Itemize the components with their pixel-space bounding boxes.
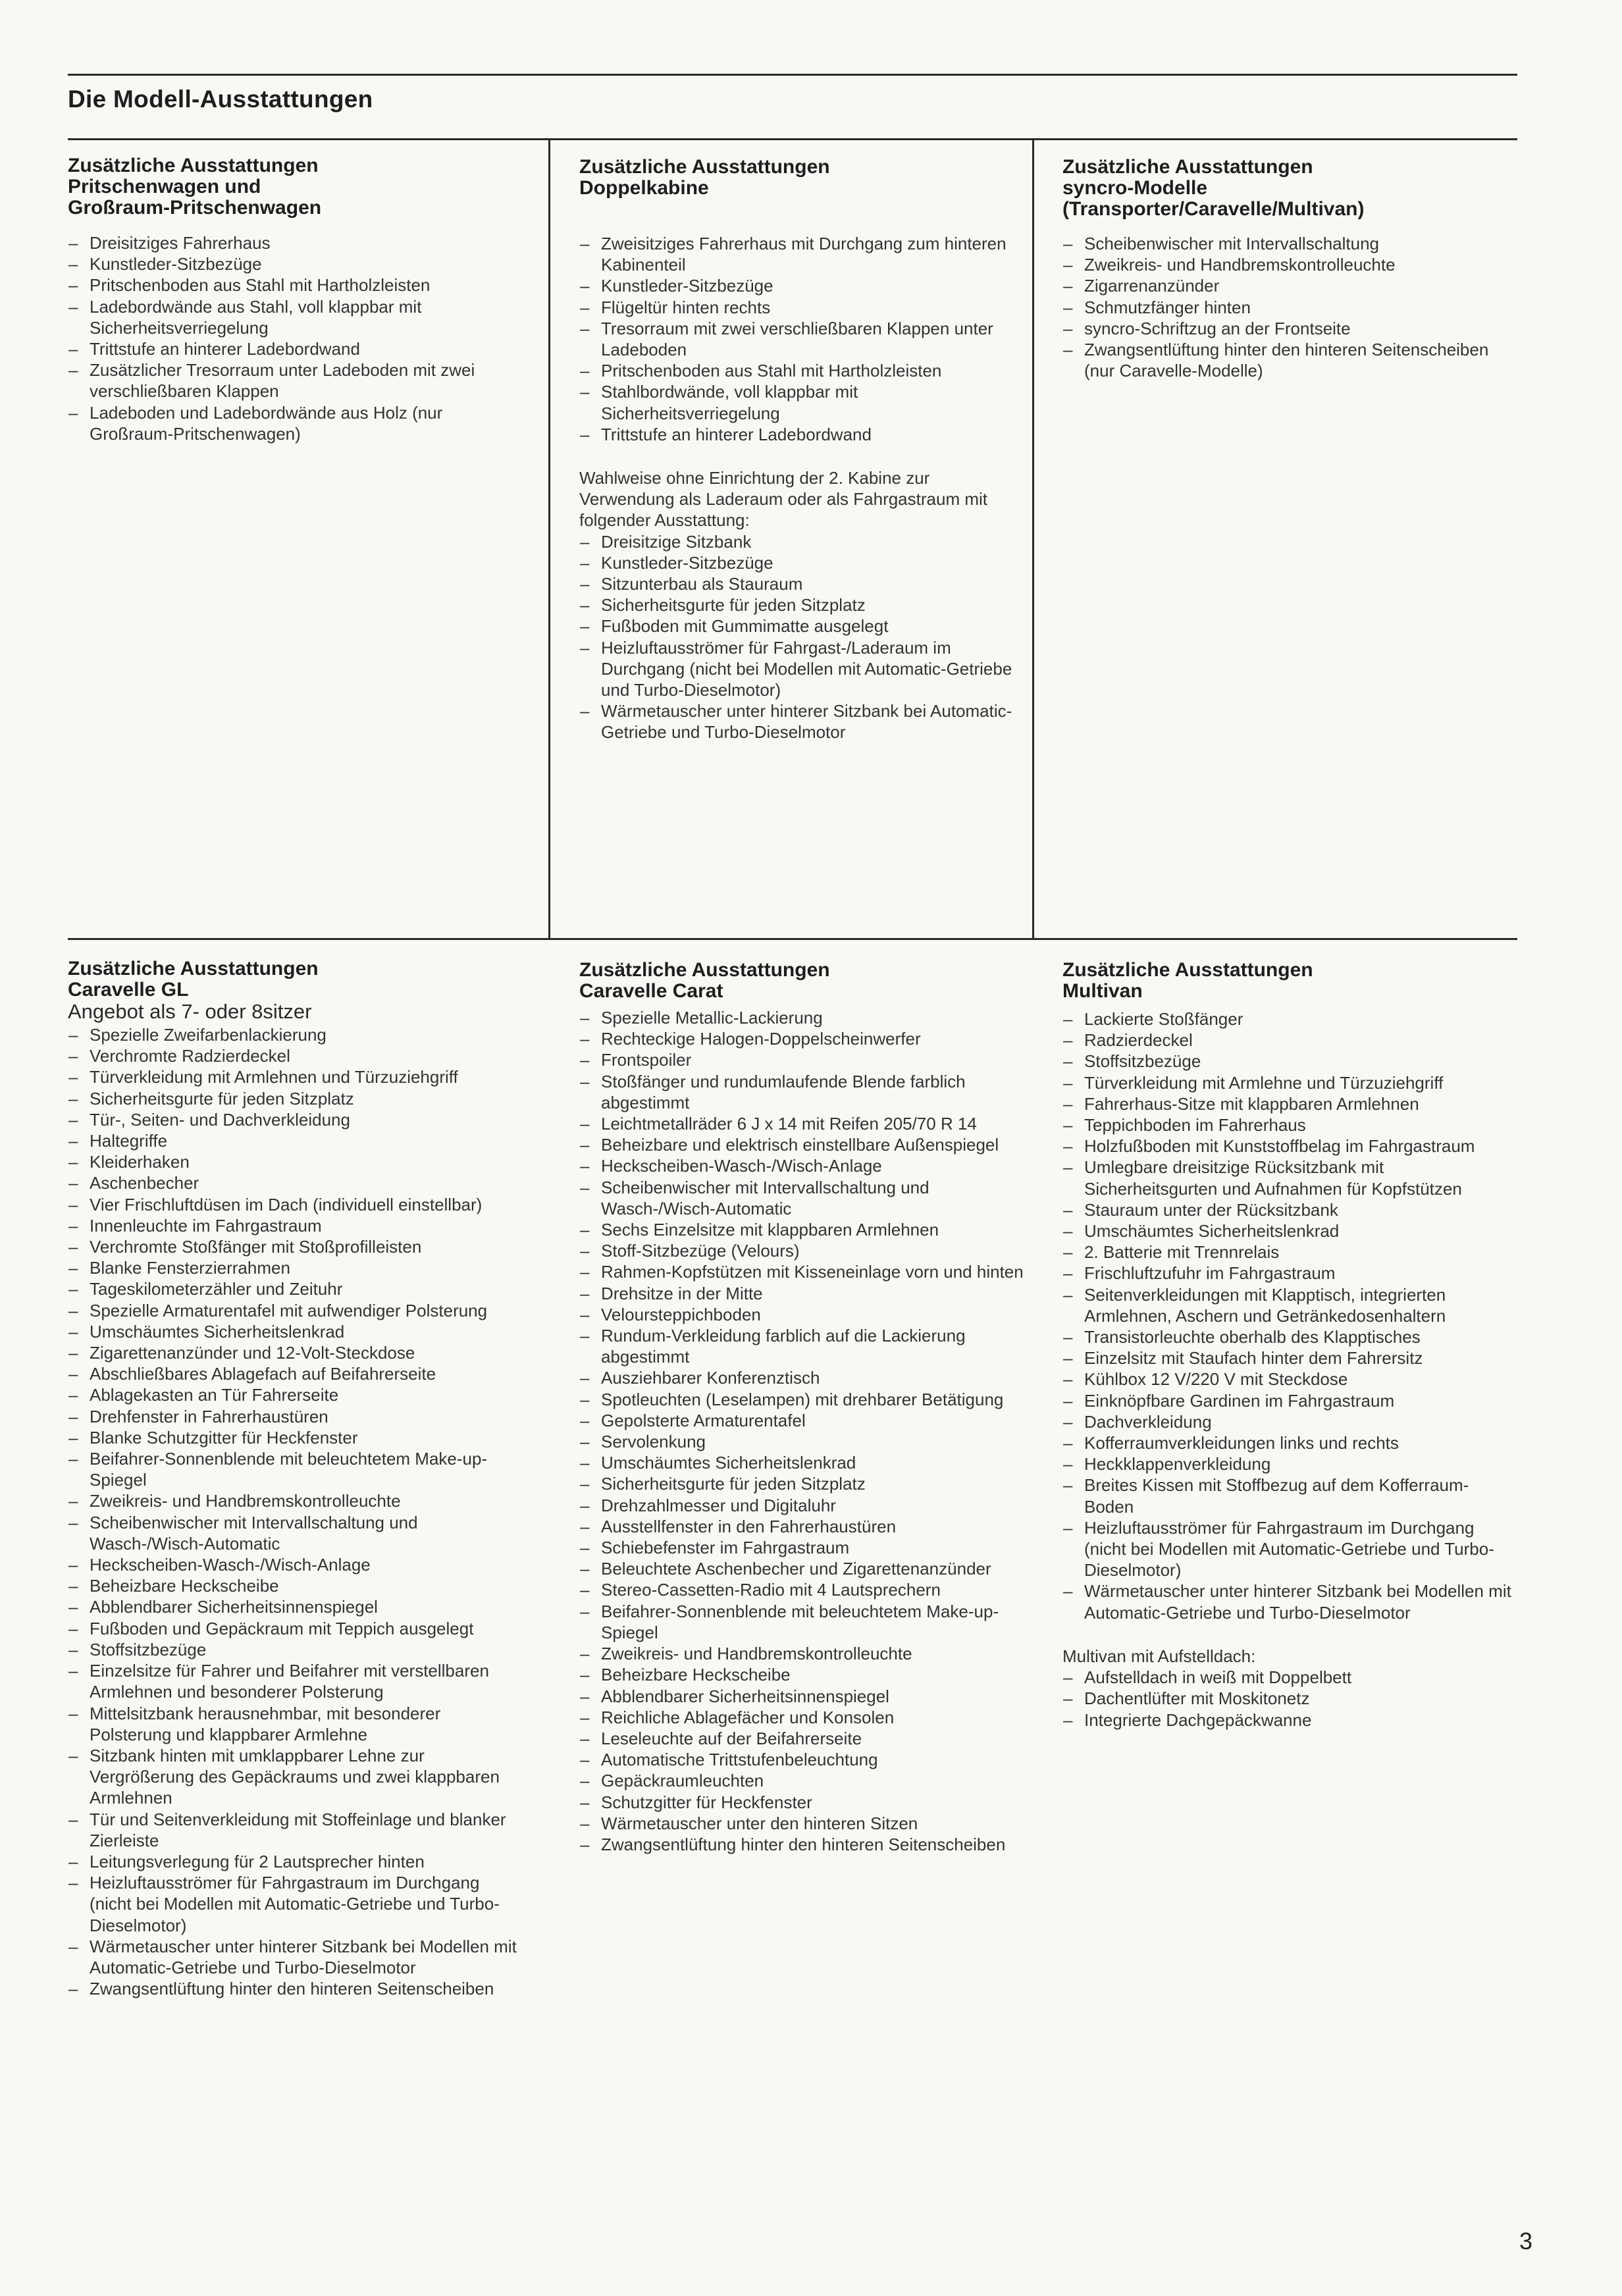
row-divider xyxy=(68,938,1517,940)
list-item: – Zigarettenanzünder und 12-Volt-Steckdose xyxy=(68,1342,522,1363)
list-item: – Zwangsentlüftung hinter den hinteren Seitenscheiben (nur Caravelle-Modelle) xyxy=(1062,339,1517,381)
list-item: – Servolenkung xyxy=(579,1431,1033,1452)
section-title: Zusätzliche Ausstattungen Multivan xyxy=(1062,959,1313,1002)
list-item: – Verchromte Radzierdeckel xyxy=(68,1045,522,1066)
list-item: – Fahrerhaus-Sitze mit klappbaren Armlehnen xyxy=(1062,1093,1517,1114)
list-item: – Aufstelldach in weiß mit Doppelbett xyxy=(1062,1667,1517,1688)
equipment-list xyxy=(68,1024,522,1999)
list-item: – Heckklappenverkleidung xyxy=(1062,1453,1517,1474)
list-item: – Verchromte Stoßfänger mit Stoßprofilleisten xyxy=(68,1236,522,1257)
list-item: – Kleiderhaken xyxy=(68,1151,522,1172)
list-item: – Leitungsverlegung für 2 Lautsprecher hinten xyxy=(68,1851,522,1872)
list-item: – Dreisitziges Fahrerhaus xyxy=(68,232,522,253)
list-item: – Innenleuchte im Fahrgastraum xyxy=(68,1215,522,1236)
list-item: – Beifahrer-Sonnenblende mit beleuchtetem Make-up-Spiegel xyxy=(579,1601,1033,1643)
list-item: – Ausstellfenster in den Fahrerhaustüren xyxy=(579,1516,1033,1537)
list-item: – Beheizbare Heckscheibe xyxy=(579,1664,1033,1685)
list-item: – Stoff-Sitzbezüge (Velours) xyxy=(579,1240,1033,1261)
list-item: – Spezielle Metallic-Lackierung xyxy=(579,1007,1033,1028)
list-item: – 2. Batterie mit Trennrelais xyxy=(1062,1241,1517,1263)
list-item: – Reichliche Ablagefächer und Konsolen xyxy=(579,1707,1033,1728)
list-item: – Kunstleder-Sitzbezüge xyxy=(68,253,522,274)
option-note: Wahlweise ohne Einrichtung der 2. Kabine zur Verwendung als Laderaum oder als Fahrgastraum mit folgender Ausstattung: xyxy=(579,468,987,531)
list-item: – Wärmetauscher unter den hinteren Sitzen xyxy=(579,1813,1033,1834)
list-item: – Teppichboden im Fahrerhaus xyxy=(1062,1114,1517,1135)
list-item: – Zweikreis- und Handbremskontrolleuchte xyxy=(68,1490,522,1511)
list-item: – Dreisitzige Sitzbank xyxy=(579,531,1033,552)
list-item: – Trittstufe an hinterer Ladebordwand xyxy=(579,424,1033,445)
list-item: – Dachverkleidung xyxy=(1062,1411,1517,1432)
list-item: – Spotleuchten (Leselampen) mit drehbarer Betätigung xyxy=(579,1389,1033,1410)
list-item: – Rechteckige Halogen-Doppelscheinwerfer xyxy=(579,1028,1033,1049)
list-item: – Zwangsentlüftung hinter den hinteren Seitenscheiben xyxy=(68,1978,522,1999)
list-item: – Heckscheiben-Wasch-/Wisch-Anlage xyxy=(68,1554,522,1575)
list-item: – Blanke Schutzgitter für Heckfenster xyxy=(68,1427,522,1448)
list-item: – Veloursteppichboden xyxy=(579,1304,1033,1325)
section-caravelle-carat xyxy=(579,960,1033,1855)
list-item: – Stoffsitzbezüge xyxy=(68,1639,522,1660)
list-item: – Kofferraumverkleidungen links und rechts xyxy=(1062,1432,1517,1453)
list-item: – Heizluftausströmer für Fahrgastraum im Durchgang (nicht bei Modellen mit Automatic-Getriebe und Turbo-Dieselmotor) xyxy=(1062,1517,1517,1581)
list-item: – Leseleuchte auf der Beifahrerseite xyxy=(579,1728,1033,1749)
list-item: – Heckscheiben-Wasch-/Wisch-Anlage xyxy=(579,1155,1033,1176)
list-item: – Seitenverkleidungen mit Klapptisch, integrierten Armlehnen, Aschern und Getränkedosenhaltern xyxy=(1062,1284,1517,1326)
list-item: – Fußboden und Gepäckraum mit Teppich ausgelegt xyxy=(68,1618,522,1639)
list-item: – Sicherheitsgurte für jeden Sitzplatz xyxy=(579,1473,1033,1494)
list-item: – Abschließbares Ablagefach auf Beifahrerseite xyxy=(68,1363,522,1384)
equipment-list xyxy=(579,233,1033,445)
list-item: – Stoffsitzbezüge xyxy=(1062,1051,1517,1072)
list-item: – Pritschenboden aus Stahl mit Hartholzleisten xyxy=(68,274,522,296)
column-divider-left xyxy=(548,138,550,938)
list-item: – Beheizbare Heckscheibe xyxy=(68,1575,522,1596)
list-item: – Heizluftausströmer für Fahrgastraum im Durchgang (nicht bei Modellen mit Automatic-Getriebe und Turbo-Dieselmotor) xyxy=(68,1872,522,1936)
list-item: – Stahlbordwände, voll klappbar mit Sicherheitsverriegelung xyxy=(579,381,1033,423)
list-item: – Sechs Einzelsitze mit klappbaren Armlehnen xyxy=(579,1219,1033,1240)
list-item: – Spezielle Armaturentafel mit aufwendiger Polsterung xyxy=(68,1300,522,1321)
list-item: – Zweisitziges Fahrerhaus mit Durchgang zum hinteren Kabinenteil xyxy=(579,233,1033,275)
section-title: Zusätzliche Ausstattungen Caravelle GL xyxy=(68,958,319,1001)
list-item: – Leichtmetallräder 6 J x 14 mit Reifen 205/70 R 14 xyxy=(579,1113,1033,1134)
list-item: – Automatische Trittstufenbeleuchtung xyxy=(579,1749,1033,1770)
list-item: – Trittstufe an hinterer Ladebordwand xyxy=(68,338,522,359)
list-item: – Sitzbank hinten mit umklappbarer Lehne zur Vergrößerung des Gepäckraums und zwei klappbaren Armlehnen xyxy=(68,1745,522,1809)
list-item: – Integrierte Dachgepäckwanne xyxy=(1062,1709,1517,1731)
section-title: Zusätzliche Ausstattungen Doppelkabine xyxy=(579,156,830,199)
list-item: – Transistorleuchte oberhalb des Klapptisches xyxy=(1062,1326,1517,1347)
list-item: – Drehsitze in der Mitte xyxy=(579,1283,1033,1304)
equipment-list xyxy=(1062,233,1517,381)
list-item: – Zigarrenanzünder xyxy=(1062,275,1517,296)
list-item: – Tageskilometerzähler und Zeituhr xyxy=(68,1278,522,1299)
list-item: – Schutzgitter für Heckfenster xyxy=(579,1792,1033,1813)
list-item: – Holzfußboden mit Kunststoffbelag im Fahrgastraum xyxy=(1062,1135,1517,1157)
section-doppelkabine xyxy=(579,157,1033,743)
list-item: – Stauraum unter der Rücksitzbank xyxy=(1062,1199,1517,1220)
list-item: – Zusätzlicher Tresorraum unter Ladeboden mit zwei verschließbaren Klappen xyxy=(68,359,522,402)
list-item: – Heizluftausströmer für Fahrgast-/Laderaum im Durchgang (nicht bei Modellen mit Automatic-Getriebe und Turbo-Dieselmotor) xyxy=(579,637,1033,701)
list-item: – Fußboden mit Gummimatte ausgelegt xyxy=(579,615,1033,637)
list-item: – Aschenbecher xyxy=(68,1172,522,1193)
list-item: – Zwangsentlüftung hinter den hinteren Seitenscheiben xyxy=(579,1834,1033,1855)
section-caravelle-gl xyxy=(68,958,522,1999)
list-item: – Frontspoiler xyxy=(579,1049,1033,1070)
section-multivan xyxy=(1062,960,1517,1731)
list-item: – Kunstleder-Sitzbezüge xyxy=(579,552,1033,573)
list-item: – Kunstleder-Sitzbezüge xyxy=(579,275,1033,296)
list-item: – Zweikreis- und Handbremskontrolleuchte xyxy=(579,1643,1033,1664)
list-item: – Frischluftzufuhr im Fahrgastraum xyxy=(1062,1263,1517,1284)
list-item: – Zweikreis- und Handbremskontrolleuchte xyxy=(1062,254,1517,275)
section-pritschenwagen xyxy=(68,155,522,444)
section-title: Zusätzliche Ausstattungen Caravelle Carat xyxy=(579,959,830,1002)
list-item: – Umschäumtes Sicherheitslenkrad xyxy=(1062,1220,1517,1241)
section-title: Zusätzliche Ausstattungen syncro-Modelle (Transporter/Caravelle/Multivan) xyxy=(1062,156,1365,220)
title-rule xyxy=(68,138,1517,140)
list-item: – Einknöpfbare Gardinen im Fahrgastraum xyxy=(1062,1390,1517,1411)
list-item: – Umschäumtes Sicherheitslenkrad xyxy=(579,1452,1033,1473)
list-item: – Tür und Seitenverkleidung mit Stoffeinlage und blanker Zierleiste xyxy=(68,1809,522,1851)
section-syncro xyxy=(1062,157,1517,381)
list-item: – Umlegbare dreisitzige Rücksitzbank mit Sicherheitsgurten und Aufnahmen für Kopfstützen xyxy=(1062,1157,1517,1199)
list-item: – Schmutzfänger hinten xyxy=(1062,297,1517,318)
section-title: Zusätzliche Ausstattungen Pritschenwagen und Großraum-Pritschenwagen xyxy=(68,155,322,219)
list-item: – Rundum-Verkleidung farblich auf die Lackierung abgestimmt xyxy=(579,1325,1033,1367)
page-number: 3 xyxy=(1519,2228,1533,2255)
list-item: – Sitzunterbau als Stauraum xyxy=(579,573,1033,594)
list-item: – Gepäckraumleuchten xyxy=(579,1770,1033,1791)
list-item: – Abblendbarer Sicherheitsinnenspiegel xyxy=(579,1686,1033,1707)
list-item: – Scheibenwischer mit Intervallschaltung und Wasch-/Wisch-Automatic xyxy=(68,1512,522,1554)
list-item: – Wärmetauscher unter hinterer Sitzbank bei Modellen mit Automatic-Getriebe und Turbo-Dieselmotor xyxy=(1062,1580,1517,1623)
list-item: – Beheizbare und elektrisch einstellbare Außenspiegel xyxy=(579,1134,1033,1155)
list-item: – Spezielle Zweifarbenlackierung xyxy=(68,1024,522,1045)
list-item: – Radzierdeckel xyxy=(1062,1030,1517,1051)
list-item: – Einzelsitz mit Staufach hinter dem Fahrersitz xyxy=(1062,1347,1517,1369)
list-item: – Rahmen-Kopfstützen mit Kisseneinlage vorn und hinten xyxy=(579,1261,1033,1282)
list-item: – Ablagekasten an Tür Fahrerseite xyxy=(68,1384,522,1405)
list-item: – Scheibenwischer mit Intervallschaltung und Wasch-/Wisch-Automatic xyxy=(579,1177,1033,1219)
list-item: – Türverkleidung mit Armlehnen und Türzuziehgriff xyxy=(68,1066,522,1087)
list-item: – Stereo-Cassetten-Radio mit 4 Lautsprechern xyxy=(579,1579,1033,1600)
list-item: – Beifahrer-Sonnenblende mit beleuchtetem Make-up-Spiegel xyxy=(68,1448,522,1490)
list-item: – Breites Kissen mit Stoffbezug auf dem Kofferraum-Boden xyxy=(1062,1474,1517,1517)
equipment-list xyxy=(1062,1008,1517,1623)
list-item: – Ladebordwände aus Stahl, voll klappbar mit Sicherheitsverriegelung xyxy=(68,296,522,338)
option-list xyxy=(1062,1667,1517,1731)
list-item: – Sicherheitsgurte für jeden Sitzplatz xyxy=(68,1088,522,1109)
list-item: – Vier Frischluftdüsen im Dach (individuell einstellbar) xyxy=(68,1194,522,1215)
option-list xyxy=(579,531,1033,743)
list-item: – Drehfenster in Fahrerhaustüren xyxy=(68,1406,522,1427)
list-item: – Gepolsterte Armaturentafel xyxy=(579,1410,1033,1431)
list-item: – Sicherheitsgurte für jeden Sitzplatz xyxy=(579,594,1033,615)
list-item: – Pritschenboden aus Stahl mit Hartholzleisten xyxy=(579,360,1033,381)
list-item: – Flügeltür hinten rechts xyxy=(579,297,1033,318)
list-item: – Ladeboden und Ladebordwände aus Holz (nur Großraum-Pritschenwagen) xyxy=(68,402,522,444)
list-item: – Kühlbox 12 V/220 V mit Steckdose xyxy=(1062,1369,1517,1390)
list-item: – Dachentlüfter mit Moskitonetz xyxy=(1062,1688,1517,1709)
list-item: – Haltegriffe xyxy=(68,1130,522,1151)
list-item: – Mittelsitzbank herausnehmbar, mit besonderer Polsterung und klappbarer Armlehne xyxy=(68,1703,522,1745)
page-title: Die Modell-Ausstattungen xyxy=(68,86,373,113)
list-item: – Scheibenwischer mit Intervallschaltung xyxy=(1062,233,1517,254)
equipment-list xyxy=(68,232,522,444)
list-item: – Wärmetauscher unter hinterer Sitzbank bei Modellen mit Automatic-Getriebe und Turbo-Dieselmotor xyxy=(68,1936,522,1978)
list-item: – Abblendbarer Sicherheitsinnenspiegel xyxy=(68,1596,522,1617)
list-item: – Tresorraum mit zwei verschließbaren Klappen unter Ladeboden xyxy=(579,318,1033,360)
list-item: – Schiebefenster im Fahrgastraum xyxy=(579,1537,1033,1558)
list-item: – Tür-, Seiten- und Dachverkleidung xyxy=(68,1109,522,1130)
list-item: – syncro-Schriftzug an der Frontseite xyxy=(1062,318,1517,339)
list-item: – Drehzahlmesser und Digitaluhr xyxy=(579,1495,1033,1516)
section-subtitle: Angebot als 7- oder 8sitzer xyxy=(68,1000,312,1023)
list-item: – Lackierte Stoßfänger xyxy=(1062,1008,1517,1030)
list-item: – Beleuchtete Aschenbecher und Zigarettenanzünder xyxy=(579,1558,1033,1579)
list-item: – Wärmetauscher unter hinterer Sitzbank bei Automatic-Getriebe und Turbo-Dieselmotor xyxy=(579,700,1033,743)
list-item: – Umschäumtes Sicherheitslenkrad xyxy=(68,1321,522,1342)
list-item: – Stoßfänger und rundumlaufende Blende farblich abgestimmt xyxy=(579,1071,1033,1113)
list-item: – Einzelsitze für Fahrer und Beifahrer mit verstellbaren Armlehnen und besonderer Polsterung xyxy=(68,1660,522,1702)
top-rule xyxy=(68,74,1517,76)
list-item: – Türverkleidung mit Armlehne und Türzuziehgriff xyxy=(1062,1072,1517,1093)
list-item: – Ausziehbarer Konferenztisch xyxy=(579,1367,1033,1388)
list-item: – Blanke Fensterzierrahmen xyxy=(68,1257,522,1278)
option-note: Multivan mit Aufstelldach: xyxy=(1062,1646,1256,1666)
equipment-list xyxy=(579,1007,1033,1855)
